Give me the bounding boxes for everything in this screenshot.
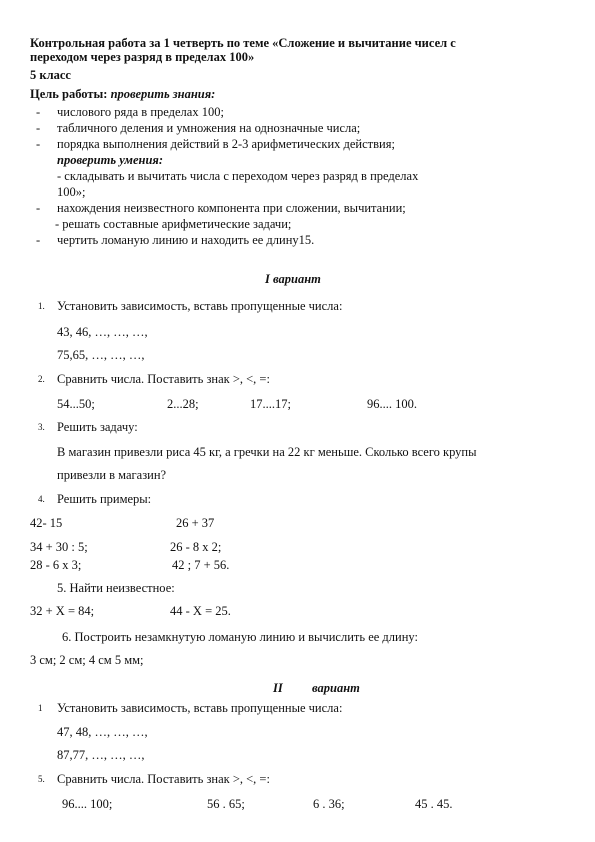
- task-1-row-1: 43, 46, …, …, …,: [57, 325, 148, 339]
- example: 34 + 30 : 5;: [30, 540, 88, 554]
- v2-task-1-row-1: 47, 48, …, …, …,: [57, 725, 148, 739]
- check-knowledge-label: проверить знания:: [110, 87, 216, 101]
- goal-item: порядка выполнения действий в 2-3 арифметических действия;: [57, 137, 395, 151]
- task-5-text: 5. Найти неизвестное:: [57, 581, 175, 595]
- task-1-row-2: 75,65, …, …, …,: [57, 348, 145, 362]
- compare-2: 2...28;: [167, 397, 199, 411]
- task-number: 1.: [38, 301, 45, 311]
- variant-2-word: вариант: [312, 681, 360, 695]
- v2-task-2-text: Сравнить числа. Поставить знак >, <, =:: [57, 772, 270, 786]
- v2-compare-3: 6 . 36;: [313, 797, 345, 811]
- skill-line-2: 100»;: [57, 185, 86, 199]
- compare-3: 17....17;: [250, 397, 291, 411]
- goal-item: - решать составные арифметические задачи;: [55, 217, 292, 231]
- compare-4: 96.... 100.: [367, 397, 417, 411]
- example: 42 ; 7 + 56.: [172, 558, 230, 572]
- goal-item: чертить ломаную линию и находить ее длину15.: [57, 233, 315, 247]
- task-6-text: 6. Построить незамкнутую ломаную линию и вычислить ее длину:: [62, 630, 418, 644]
- variant-2-number: II: [273, 681, 283, 695]
- example: 42- 15: [30, 516, 63, 530]
- goals-label: Цель работы:: [30, 87, 108, 101]
- example: 26 + 37: [176, 516, 215, 530]
- v2-task-1-row-2: 87,77, …, …, …,: [57, 748, 145, 762]
- v2-compare-1: 96.... 100;: [62, 797, 113, 811]
- skill-line-1: - складывать и вычитать числа с переходом через разряд в пределах: [57, 169, 419, 183]
- variant-1-title: I вариант: [265, 272, 321, 286]
- task-1-text: Установить зависимость, вставь пропущенные числа:: [57, 299, 343, 313]
- check-skills-label: проверить умения:: [57, 153, 164, 167]
- grade: 5 класс: [30, 68, 71, 82]
- v2-compare-4: 45 . 45.: [415, 797, 453, 811]
- title-line-2: переходом через разряд в пределах 100»: [30, 50, 255, 64]
- task-number: 2.: [38, 374, 45, 384]
- goal-dash: -: [36, 137, 41, 151]
- task-3-text: Решить задачу:: [57, 420, 138, 434]
- goals-heading: [30, 88, 215, 101]
- task-3-problem-line-2: привезли в магазин?: [57, 468, 167, 482]
- example: 26 - 8 х 2;: [170, 540, 222, 554]
- example: 28 - 6 х 3;: [30, 558, 82, 572]
- goal-dash: -: [36, 201, 41, 215]
- task-2-text: Сравнить числа. Поставить знак >, <, =:: [57, 372, 270, 386]
- goal-item: табличного деления и умножения на однозначные числа;: [57, 121, 361, 135]
- compare-1: 54...50;: [57, 397, 95, 411]
- v2-compare-2: 56 . 65;: [207, 797, 245, 811]
- goal-item: числового ряда в пределах 100;: [57, 105, 224, 119]
- task-4-text: Решить примеры:: [57, 492, 152, 506]
- title-line-1: Контрольная работа за 1 четверть по теме «Сложение и вычитание чисел с: [30, 36, 456, 50]
- task-number: 5.: [38, 774, 45, 784]
- task-number: 1: [38, 703, 43, 713]
- task-3-problem-line-1: В магазин привезли риса 45 кг, а гречки на 22 кг меньше. Сколько всего крупы: [57, 445, 477, 459]
- task-number: 3.: [38, 422, 45, 432]
- task-6-values: 3 см; 2 см; 4 см 5 мм;: [30, 653, 144, 667]
- task-number: 4.: [38, 494, 45, 504]
- goal-dash: -: [36, 233, 41, 247]
- equation: 44 - Х = 25.: [170, 604, 231, 618]
- goal-item: нахождения неизвестного компонента при сложении, вычитании;: [57, 201, 406, 215]
- goal-dash: -: [36, 105, 41, 119]
- goal-dash: -: [36, 121, 41, 135]
- v2-task-1-text: Установить зависимость, вставь пропущенные числа:: [57, 701, 343, 715]
- equation: 32 + Х = 84;: [30, 604, 95, 618]
